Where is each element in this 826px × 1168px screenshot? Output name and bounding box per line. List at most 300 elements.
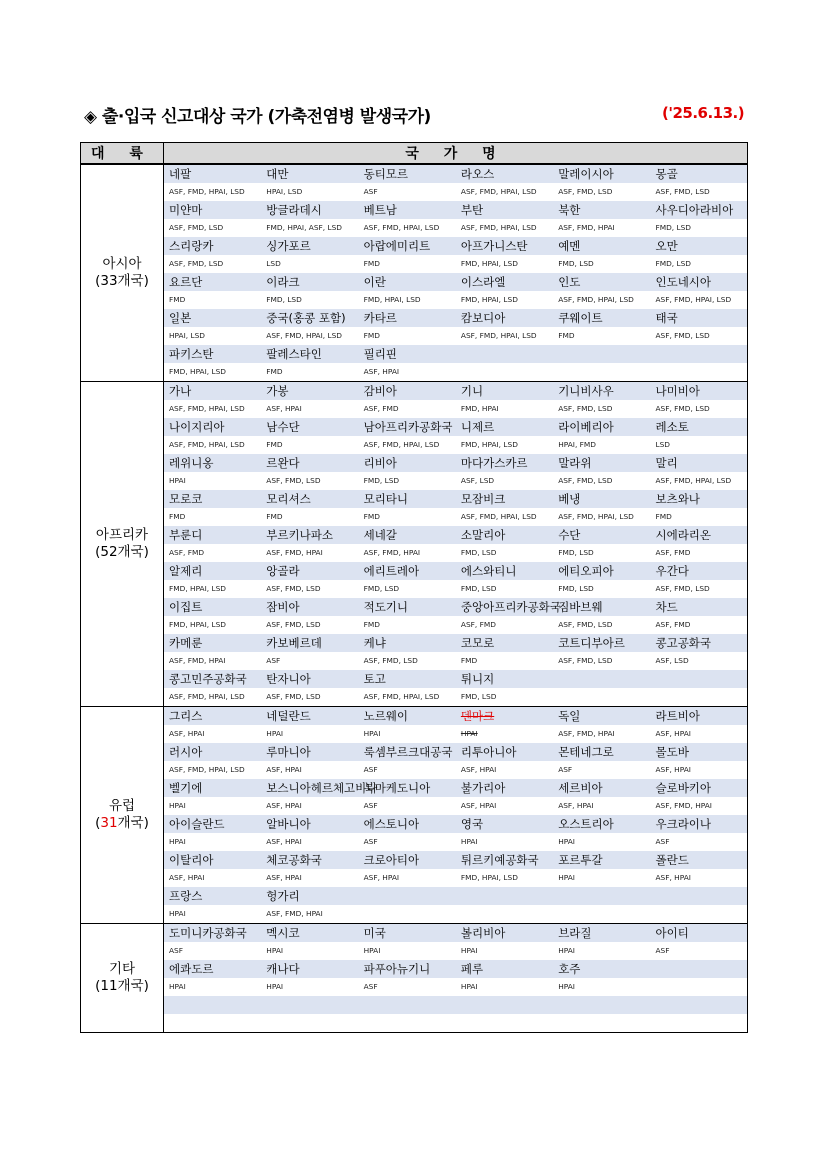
country-name: 체코공화국 xyxy=(266,853,322,867)
region-count: (33개국) xyxy=(95,273,149,289)
disease-list: HPAI xyxy=(363,946,381,955)
country-name: 그리스 xyxy=(169,709,203,723)
disease-list: FMD, HPAI, LSD xyxy=(460,295,518,304)
country-name xyxy=(650,670,747,688)
disease-list: HPAI xyxy=(363,729,381,738)
disease-list: FMD, HPAI, LSD xyxy=(460,440,518,449)
disease-list: HPAI, LSD xyxy=(169,331,205,340)
country-name: 카타르 xyxy=(363,311,397,325)
region-count: (11개국) xyxy=(95,978,149,994)
disease-list xyxy=(456,1014,553,1032)
disease-list: ASF xyxy=(266,656,281,665)
country-name-row xyxy=(164,924,747,942)
country-name: 독일 xyxy=(558,709,581,723)
disease-list: ASF, FMD, HPAI xyxy=(266,548,323,557)
disease-list: HPAI xyxy=(460,729,478,738)
disease-list: FMD xyxy=(363,620,380,629)
country-name-row xyxy=(164,815,747,833)
disease-list: FMD xyxy=(169,512,186,521)
country-name: 앙골라 xyxy=(266,564,300,578)
country-name xyxy=(164,996,261,1014)
country-name: 잠비아 xyxy=(266,600,300,614)
country-name: 몰도바 xyxy=(655,745,689,759)
disease-list: HPAI xyxy=(169,476,186,485)
disease-list: HPAI xyxy=(169,837,186,846)
disease-list: ASF, FMD, LSD xyxy=(558,620,613,629)
country-name: 우크라이나 xyxy=(655,817,712,831)
disease-list: FMD, HPAI, LSD xyxy=(169,620,226,629)
country-grid xyxy=(164,924,748,1033)
disease-list: FMD xyxy=(266,440,283,449)
disease-row xyxy=(164,472,747,490)
disease-list: ASF, FMD, HPAI, LSD xyxy=(363,692,440,701)
country-name: 에스토니아 xyxy=(363,817,420,831)
disease-list: ASF xyxy=(363,765,378,774)
disease-list: ASF, FMD xyxy=(655,620,691,629)
disease-list: FMD, HPAI xyxy=(460,404,499,413)
country-name-row xyxy=(164,851,747,869)
disease-list: ASF, FMD, HPAI, LSD xyxy=(169,765,245,774)
disease-list: ASF, HPAI xyxy=(363,367,400,376)
country-name: 세네갈 xyxy=(363,528,397,542)
disease-list: ASF, HPAI xyxy=(266,873,302,882)
country-name: 부탄 xyxy=(460,203,484,217)
disease-list: ASF, HPAI xyxy=(460,801,497,810)
country-name xyxy=(456,887,553,905)
disease-list: FMD, LSD xyxy=(363,584,400,593)
header-countries: 국 가 명 xyxy=(164,143,748,165)
disease-list: ASF, FMD, HPAI, LSD xyxy=(655,476,732,485)
disease-list: ASF, FMD, LSD xyxy=(266,476,321,485)
disease-list: ASF, FMD xyxy=(363,404,399,413)
country-name xyxy=(650,996,747,1014)
country-name: 예멘 xyxy=(558,239,581,253)
country-name: 콩고공화국 xyxy=(655,636,712,650)
country-name: 에티오피아 xyxy=(558,564,614,578)
region-name: 유럽 xyxy=(108,798,136,814)
disease-list: ASF xyxy=(655,837,670,846)
country-name-row xyxy=(164,526,747,544)
disease-list: HPAI xyxy=(266,982,284,991)
country-name: 필리핀 xyxy=(363,347,397,361)
disease-list: FMD, HPAI, LSD xyxy=(169,584,226,593)
country-name-row xyxy=(164,418,747,436)
country-name: 일본 xyxy=(169,311,192,325)
country-name: 우간다 xyxy=(655,564,689,578)
country-name: 슬로바키아 xyxy=(655,781,712,795)
country-name: 라오스 xyxy=(460,167,495,181)
country-name: 호주 xyxy=(558,962,581,976)
country-name: 브라질 xyxy=(558,926,592,940)
country-name: 알바니아 xyxy=(266,817,311,831)
country-name: 폴란드 xyxy=(655,853,689,867)
page-title: ◈ 출·입국 신고대상 국가 (가축전염병 발생국가) xyxy=(84,107,431,127)
country-name: 덴마크 xyxy=(460,709,495,723)
disease-row xyxy=(164,688,747,706)
disease-list xyxy=(553,905,650,923)
country-name: 차드 xyxy=(655,600,678,614)
disease-row xyxy=(164,797,747,815)
disease-list: ASF, FMD, LSD xyxy=(655,584,710,593)
disease-list: ASF, FMD xyxy=(169,548,205,557)
disease-list: ASF, FMD, HPAI xyxy=(558,223,615,232)
disease-list: ASF xyxy=(363,801,378,810)
country-grid xyxy=(164,382,748,707)
region-count: (52개국) xyxy=(95,544,149,560)
disease-list: ASF, FMD, LSD xyxy=(655,187,710,196)
country-name: 대만 xyxy=(266,167,289,181)
disease-row xyxy=(164,616,747,634)
country-name xyxy=(553,670,650,688)
disease-list xyxy=(164,1014,261,1032)
region-row xyxy=(81,164,748,382)
disease-list xyxy=(650,363,747,381)
country-name: 중앙아프리카공화국 xyxy=(460,600,561,614)
country-name-row xyxy=(164,707,747,725)
disease-list: HPAI, LSD xyxy=(266,187,303,196)
disease-list: ASF, HPAI xyxy=(266,404,302,413)
country-name: 부르키나파소 xyxy=(266,528,333,542)
country-name: 네덜란드 xyxy=(266,709,311,723)
country-name: 인도 xyxy=(558,275,581,289)
country-name: 리투아니아 xyxy=(460,745,517,759)
country-name: 사우디아라비아 xyxy=(655,203,734,217)
country-name-row xyxy=(164,562,747,580)
disease-list: ASF, HPAI xyxy=(655,765,691,774)
disease-list: FMD, HPAI, LSD xyxy=(169,367,226,376)
disease-list: FMD xyxy=(169,295,186,304)
country-name-row xyxy=(164,309,747,327)
disease-list: FMD, HPAI, LSD xyxy=(460,873,518,882)
disease-row xyxy=(164,942,747,960)
disease-list: ASF, LSD xyxy=(655,656,689,665)
disease-list: ASF, FMD, HPAI, LSD xyxy=(460,223,537,232)
country-name: 코모로 xyxy=(460,636,495,650)
country-name: 남아프리카공화국 xyxy=(363,420,453,434)
country-name: 북한 xyxy=(558,203,581,217)
country-name: 미얀마 xyxy=(169,203,203,217)
country-name: 아이티 xyxy=(655,926,689,940)
country-name: 콩고민주공화국 xyxy=(169,672,247,686)
region-name: 아프리카 xyxy=(95,527,149,543)
country-name: 이집트 xyxy=(169,600,203,614)
disease-list: ASF xyxy=(169,946,183,955)
disease-list: ASF, FMD, HPAI xyxy=(266,909,323,918)
disease-list: HPAI xyxy=(558,946,575,955)
disease-list: ASF xyxy=(558,765,573,774)
country-name: 에리트레아 xyxy=(363,564,420,578)
disease-row xyxy=(164,580,747,598)
country-grid xyxy=(164,164,748,382)
country-name xyxy=(359,996,456,1014)
disease-list: HPAI xyxy=(266,729,284,738)
country-name xyxy=(456,345,553,363)
country-name: 짐바브웨 xyxy=(558,600,603,614)
disease-list: ASF, FMD, HPAI, LSD xyxy=(169,440,245,449)
country-name xyxy=(650,345,747,363)
date-label: ('25.6.13.) xyxy=(662,104,745,122)
country-name xyxy=(261,996,358,1014)
disease-list: FMD xyxy=(655,512,672,521)
country-name: 이란 xyxy=(363,275,386,289)
disease-list: FMD, LSD xyxy=(460,584,497,593)
disease-list: ASF, FMD, LSD xyxy=(266,620,321,629)
country-name xyxy=(359,887,456,905)
disease-list xyxy=(650,688,747,706)
disease-row xyxy=(164,436,747,454)
disease-list: HPAI xyxy=(266,946,284,955)
country-name: 레위니옹 xyxy=(169,456,214,470)
disease-row xyxy=(164,761,747,779)
country-name: 오스트리아 xyxy=(558,817,614,831)
country-name xyxy=(650,887,747,905)
disease-row xyxy=(164,363,747,381)
country-name: 쿠웨이트 xyxy=(558,311,603,325)
disease-list: FMD, LSD xyxy=(558,259,594,268)
country-name: 모리타니 xyxy=(363,492,409,506)
country-name: 카메룬 xyxy=(169,636,203,650)
disease-list: HPAI xyxy=(558,837,575,846)
country-name: 라이베리아 xyxy=(558,420,614,434)
disease-list: ASF, FMD, LSD xyxy=(169,223,224,232)
disease-list: ASF, LSD xyxy=(460,476,495,485)
disease-row xyxy=(164,219,747,237)
disease-list: HPAI xyxy=(460,837,478,846)
country-name: 네팔 xyxy=(169,167,192,181)
country-name-row xyxy=(164,670,747,688)
country-name-row xyxy=(164,490,747,508)
country-name: 말리 xyxy=(655,456,678,470)
disease-list: ASF, HPAI xyxy=(169,873,205,882)
country-name: 탄자니아 xyxy=(266,672,311,686)
country-name: 나미비아 xyxy=(655,384,700,398)
disease-list: ASF, FMD, HPAI xyxy=(655,801,712,810)
country-name: 소말리아 xyxy=(460,528,506,542)
country-name: 토고 xyxy=(363,672,386,686)
disease-list: ASF, FMD, HPAI, LSD xyxy=(266,331,342,340)
country-name-row xyxy=(164,743,747,761)
country-name: 몽골 xyxy=(655,167,678,181)
disease-list: ASF, FMD xyxy=(655,548,691,557)
disease-list: FMD xyxy=(363,259,380,268)
country-name: 기니 xyxy=(460,384,484,398)
country-name-row xyxy=(164,960,747,978)
country-name xyxy=(553,887,650,905)
disease-list: ASF, FMD, LSD xyxy=(558,476,613,485)
disease-row xyxy=(164,291,747,309)
country-name: 말레이시아 xyxy=(558,167,614,181)
country-name: 르완다 xyxy=(266,456,300,470)
country-name xyxy=(553,345,650,363)
country-name: 라트비아 xyxy=(655,709,700,723)
country-name: 보츠와나 xyxy=(655,492,700,506)
disease-list: FMD, LSD xyxy=(558,548,594,557)
disease-list: ASF, FMD, LSD xyxy=(558,656,613,665)
disease-list xyxy=(553,688,650,706)
country-name: 룩셈부르크대공국 xyxy=(363,745,453,759)
region-cell xyxy=(81,164,164,382)
disease-list: ASF, HPAI xyxy=(266,837,302,846)
disease-list: ASF, HPAI xyxy=(169,729,205,738)
disease-list: FMD xyxy=(363,512,380,521)
country-name: 수단 xyxy=(558,528,581,542)
disease-list: LSD xyxy=(266,259,281,268)
country-name: 볼리비아 xyxy=(460,926,506,940)
disease-list xyxy=(359,905,456,923)
country-name: 페루 xyxy=(460,962,484,976)
disease-list: HPAI xyxy=(460,946,478,955)
country-name: 말라위 xyxy=(558,456,592,470)
country-name: 영국 xyxy=(460,817,484,831)
disease-list: ASF, HPAI xyxy=(363,873,400,882)
country-name: 북마케도니아 xyxy=(363,781,431,795)
disease-list xyxy=(359,1014,456,1032)
disease-list: ASF, FMD, LSD xyxy=(266,692,321,701)
disease-list: ASF, HPAI xyxy=(558,801,594,810)
country-name: 모잠비크 xyxy=(460,492,506,506)
country-name: 동티모르 xyxy=(363,167,409,181)
disease-row xyxy=(164,905,747,923)
country-name-row xyxy=(164,454,747,472)
country-name: 카보베르데 xyxy=(266,636,322,650)
country-name: 싱가포르 xyxy=(266,239,311,253)
country-name: 요르단 xyxy=(169,275,203,289)
country-name-row xyxy=(164,382,747,400)
region-cell xyxy=(81,924,164,1033)
disease-list: ASF, FMD, HPAI, LSD xyxy=(169,404,245,413)
disease-list: FMD, HPAI, LSD xyxy=(460,259,518,268)
disease-list: FMD xyxy=(460,656,478,665)
country-name xyxy=(553,996,650,1014)
country-name: 태국 xyxy=(655,311,678,325)
disease-list: ASF, FMD, HPAI, LSD xyxy=(655,295,732,304)
disease-list: FMD, LSD xyxy=(655,259,692,268)
country-name: 적도기니 xyxy=(363,600,409,614)
country-name: 니제르 xyxy=(460,420,495,434)
country-name: 코트디부아르 xyxy=(558,636,625,650)
country-name: 포르투갈 xyxy=(558,853,603,867)
country-name: 인도네시아 xyxy=(655,275,712,289)
country-name: 보스니아헤르체고비나 xyxy=(266,781,378,795)
disease-list: ASF xyxy=(363,187,378,196)
country-name xyxy=(650,960,747,978)
disease-list: ASF, FMD, HPAI, LSD xyxy=(460,187,537,196)
disease-row xyxy=(164,327,747,345)
country-name: 아이슬란드 xyxy=(169,817,225,831)
country-name: 모로코 xyxy=(169,492,203,506)
disease-list: ASF, FMD, LSD xyxy=(266,584,321,593)
disease-list xyxy=(553,363,650,381)
country-name: 도미니카공화국 xyxy=(169,926,247,940)
disease-list: ASF, FMD, LSD xyxy=(169,259,224,268)
disease-list: ASF, HPAI xyxy=(655,873,691,882)
disease-list: FMD, LSD xyxy=(266,295,302,304)
country-name-row xyxy=(164,996,747,1014)
country-name: 이탈리아 xyxy=(169,853,214,867)
disease-list: ASF, FMD, HPAI, LSD xyxy=(363,440,440,449)
disease-list: HPAI xyxy=(169,801,186,810)
disease-row xyxy=(164,978,747,996)
disease-list: ASF, FMD, LSD xyxy=(558,187,613,196)
disease-row xyxy=(164,725,747,743)
disease-list: LSD xyxy=(655,440,670,449)
country-name: 튀니지 xyxy=(460,672,495,686)
disease-list: ASF xyxy=(655,946,670,955)
country-name-row xyxy=(164,345,747,363)
disease-row xyxy=(164,869,747,887)
country-name: 에스와티니 xyxy=(460,564,517,578)
country-name: 헝가리 xyxy=(266,889,300,903)
disease-list: FMD, HPAI, LSD xyxy=(363,295,421,304)
disease-list xyxy=(456,905,553,923)
disease-list xyxy=(553,1014,650,1032)
disease-list: ASF, FMD, HPAI, LSD xyxy=(460,512,537,521)
country-table xyxy=(80,142,748,1033)
country-name: 미국 xyxy=(363,926,386,940)
country-name: 남수단 xyxy=(266,420,300,434)
country-name: 감비아 xyxy=(363,384,397,398)
country-name: 크로아티아 xyxy=(363,853,420,867)
country-name: 불가리아 xyxy=(460,781,506,795)
disease-list: ASF, HPAI xyxy=(266,765,302,774)
country-name: 아프가니스탄 xyxy=(460,239,528,253)
country-name: 세르비아 xyxy=(558,781,603,795)
country-name: 리비아 xyxy=(363,456,397,470)
disease-list: ASF, HPAI xyxy=(460,765,497,774)
country-name: 중국(홍콩 포함) xyxy=(266,311,346,325)
country-name: 나이지리아 xyxy=(169,420,225,434)
country-name: 멕시코 xyxy=(266,926,300,940)
disease-list: FMD xyxy=(266,367,283,376)
disease-list: FMD, LSD xyxy=(558,584,594,593)
country-name: 러시아 xyxy=(169,745,203,759)
disease-list: ASF, HPAI xyxy=(266,801,302,810)
disease-list: HPAI xyxy=(460,982,478,991)
country-name: 프랑스 xyxy=(169,889,203,903)
country-name-row xyxy=(164,273,747,291)
disease-list: ASF, HPAI xyxy=(655,729,691,738)
disease-list: HPAI xyxy=(169,982,186,991)
country-name: 튀르키예공화국 xyxy=(460,853,539,867)
country-name-row xyxy=(164,598,747,616)
disease-list: FMD, LSD xyxy=(655,223,692,232)
disease-list: ASF, FMD, HPAI xyxy=(363,548,421,557)
disease-list: HPAI xyxy=(169,909,186,918)
disease-list xyxy=(261,1014,358,1032)
country-name-row xyxy=(164,634,747,652)
disease-list: HPAI xyxy=(558,982,575,991)
disease-list: ASF xyxy=(363,982,378,991)
region-name: 아시아 xyxy=(102,256,142,272)
country-name: 베냉 xyxy=(558,492,581,506)
disease-row xyxy=(164,652,747,670)
country-name: 루마니아 xyxy=(266,745,311,759)
disease-list: ASF, FMD, HPAI, LSD xyxy=(558,512,634,521)
disease-list: FMD xyxy=(266,512,283,521)
country-name: 시에라리온 xyxy=(655,528,712,542)
disease-list: FMD, HPAI, ASF, LSD xyxy=(266,223,342,232)
country-name: 스리랑카 xyxy=(169,239,214,253)
disease-row xyxy=(164,1014,747,1032)
disease-list: ASF, FMD, LSD xyxy=(558,404,613,413)
country-name: 몬테네그로 xyxy=(558,745,614,759)
country-name: 오만 xyxy=(655,239,678,253)
disease-row xyxy=(164,544,747,562)
country-name: 방글라데시 xyxy=(266,203,322,217)
country-name-row xyxy=(164,201,747,219)
disease-row xyxy=(164,508,747,526)
country-name: 알제리 xyxy=(169,564,203,578)
